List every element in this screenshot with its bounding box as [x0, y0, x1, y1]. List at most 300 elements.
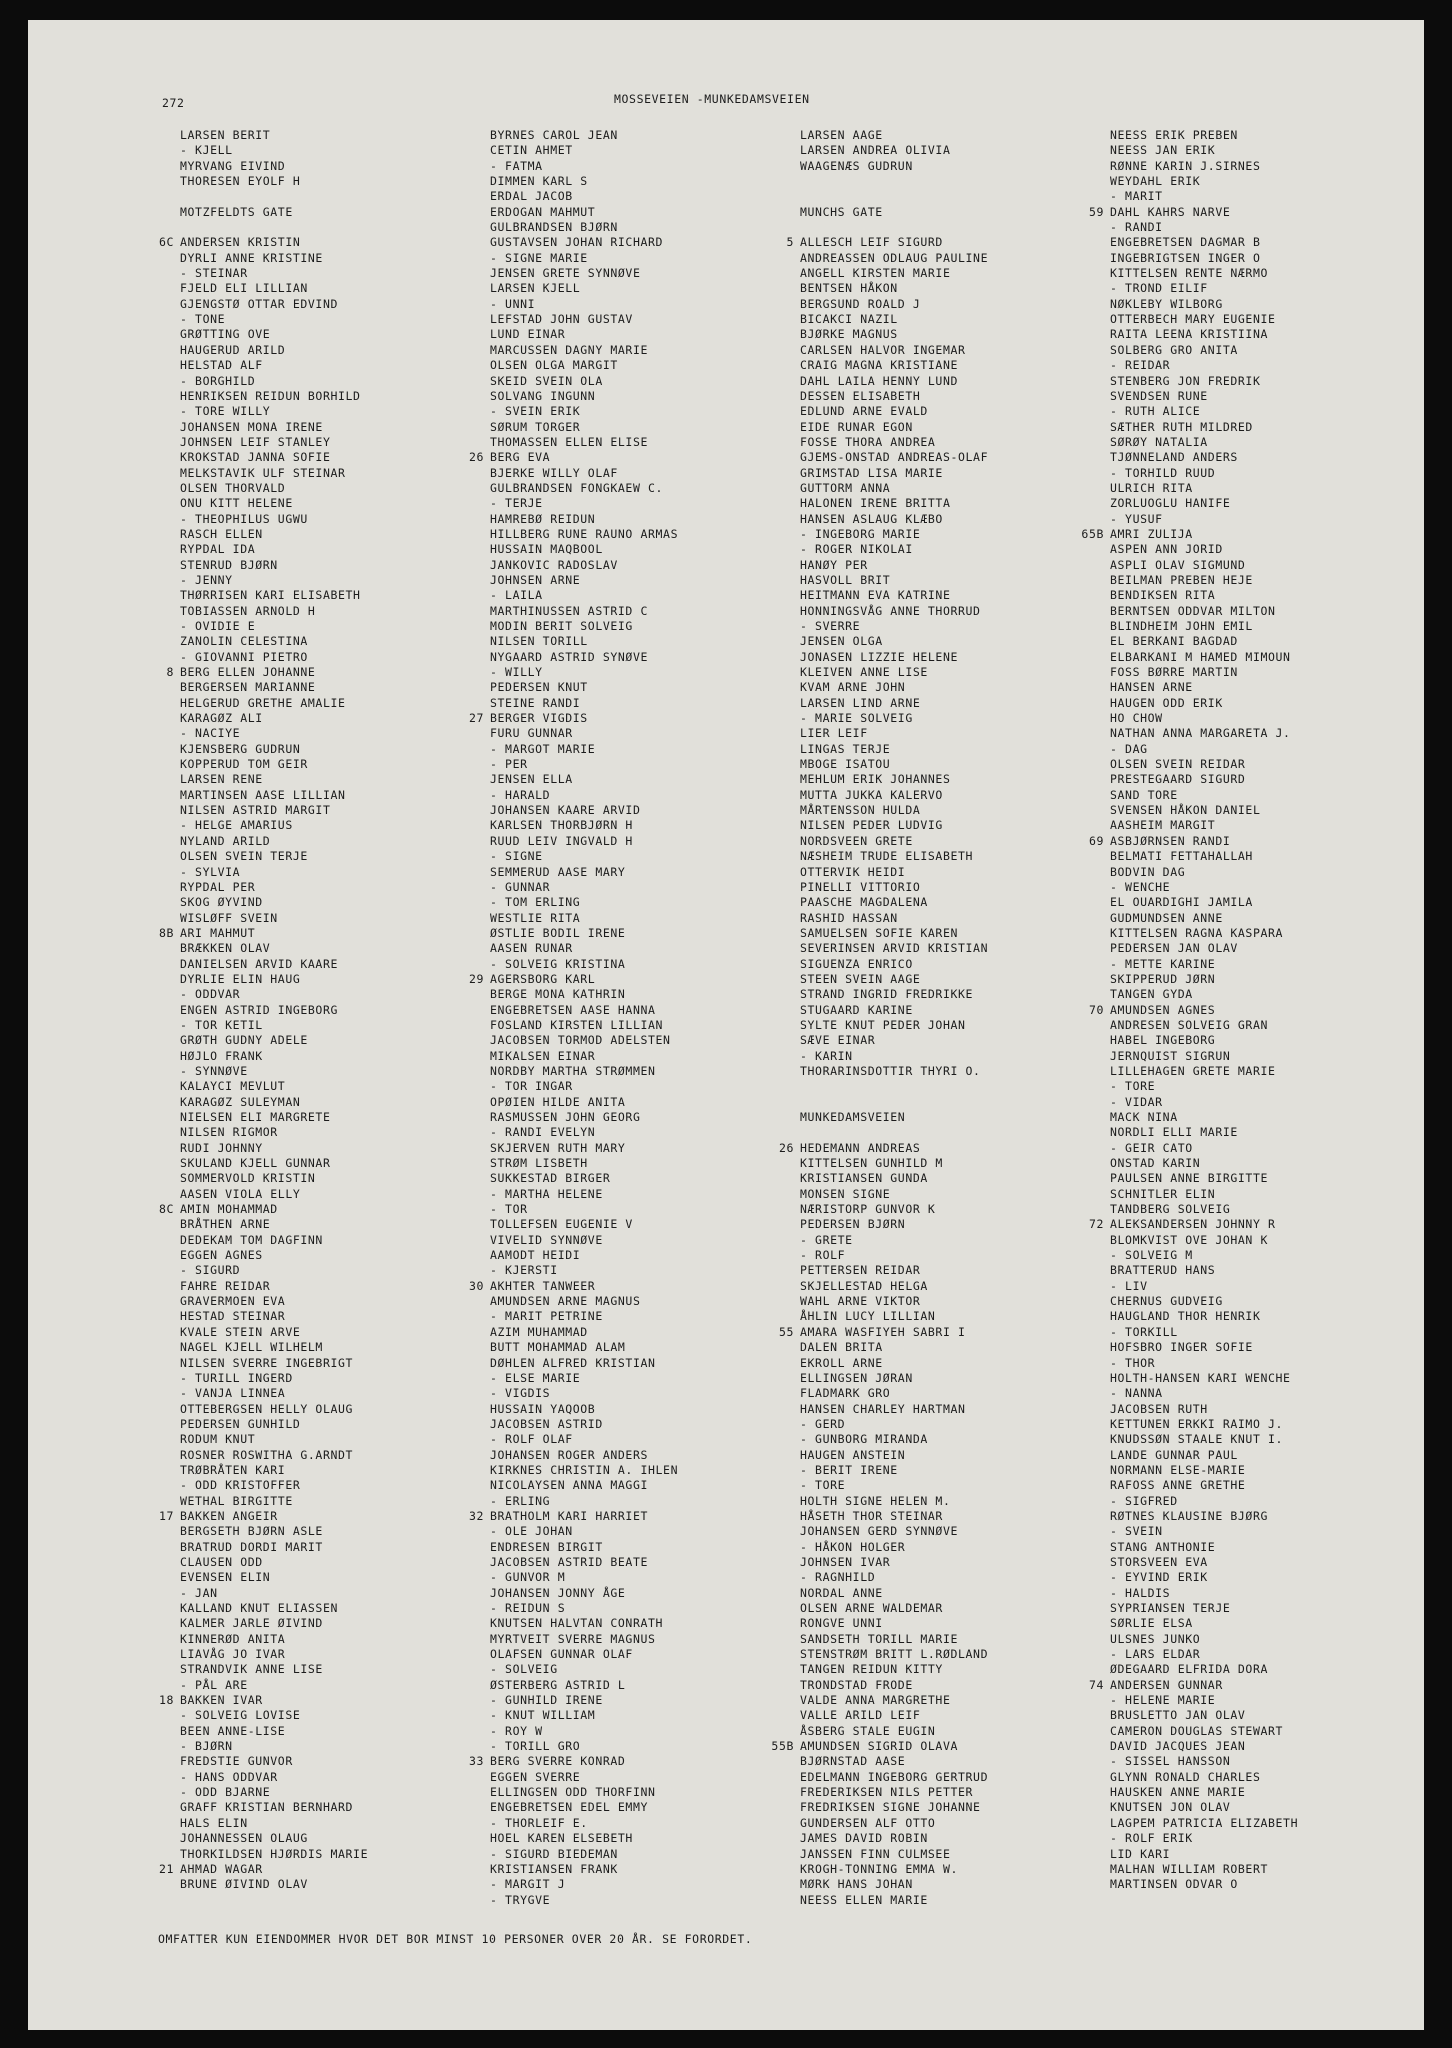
directory-line	[180, 957, 368, 972]
resident-name: - REIDAR	[1110, 358, 1171, 373]
resident-name: PRESTEGAARD SIGURD	[1110, 772, 1246, 787]
directory-line	[180, 312, 368, 327]
directory-line	[1110, 389, 1298, 404]
directory-line	[180, 1309, 368, 1324]
directory-line	[1110, 1110, 1298, 1125]
resident-name: ONU KITT HELENE	[180, 496, 293, 511]
resident-name: NILSEN PEDER LUDVIG	[800, 818, 943, 833]
directory-line	[490, 1540, 678, 1555]
directory-line	[490, 205, 678, 220]
resident-name: ALEKSANDERSEN JOHNNY R	[1110, 1217, 1276, 1232]
resident-name: RUUD LEIV INGVALD H	[490, 833, 633, 848]
directory-line	[800, 834, 988, 849]
resident-name: AMARA WASFIYEH SABRI I	[800, 1324, 966, 1339]
directory-line	[490, 235, 678, 250]
blank-line	[180, 189, 368, 204]
directory-line	[180, 1847, 368, 1862]
resident-name: FJELD ELI LILLIAN	[180, 281, 308, 296]
directory-line	[490, 1432, 678, 1447]
directory-line	[180, 1371, 368, 1386]
resident-name: - RANDI EVELYN	[490, 1125, 596, 1140]
resident-name: - TORE	[1110, 1079, 1156, 1094]
resident-name: KVAM ARNE JOHN	[800, 680, 906, 695]
resident-name: PEDERSEN GUNHILD	[180, 1416, 301, 1431]
resident-name: SOLVANG INGUNN	[490, 388, 596, 403]
resident-name: EDELMANN INGEBORG GERTRUD	[800, 1769, 989, 1784]
resident-name: - KJELL	[180, 143, 233, 158]
directory-line	[180, 1095, 368, 1110]
directory-line	[800, 1263, 988, 1278]
resident-name: ANDRESEN SOLVEIG GRAN	[1110, 1017, 1268, 1032]
resident-name: GULBRANDSEN FONGKAEW C.	[490, 480, 664, 495]
resident-name: AMUNDSEN AGNES	[1110, 1002, 1216, 1017]
directory-line	[1110, 803, 1298, 818]
directory-line	[180, 941, 368, 956]
directory-line	[800, 1233, 988, 1248]
directory-line	[490, 1187, 678, 1202]
directory-line	[800, 1647, 988, 1662]
directory-line	[180, 634, 368, 649]
directory-line	[180, 1279, 368, 1294]
directory-line	[490, 1494, 678, 1509]
resident-name: - UNNI	[490, 296, 536, 311]
directory-line	[1110, 1724, 1298, 1739]
directory-line	[1110, 1647, 1298, 1662]
directory-line	[490, 1156, 678, 1171]
directory-line	[490, 1003, 678, 1018]
resident-name: LIAVÅG JO IVAR	[180, 1647, 286, 1662]
resident-name: WAHL ARNE VIKTOR	[800, 1294, 921, 1309]
resident-name: - ROGER NIKOLAI	[800, 542, 913, 557]
directory-line	[180, 1156, 368, 1171]
resident-name: BELMATI FETTAHALLAH	[1110, 849, 1253, 864]
directory-line	[800, 911, 988, 926]
directory-line	[800, 1156, 988, 1171]
resident-name: - JENNY	[180, 572, 233, 587]
directory-line	[1110, 1662, 1298, 1677]
directory-line	[800, 1524, 988, 1539]
directory-line	[180, 527, 368, 542]
resident-name: RASHID HASSAN	[800, 910, 898, 925]
resident-name: WISLØFF SVEIN	[180, 910, 278, 925]
resident-name: NILSEN ASTRID MARGIT	[180, 803, 331, 818]
resident-name: DAHL KAHRS NARVE	[1110, 204, 1231, 219]
directory-line	[180, 726, 368, 741]
directory-line	[490, 895, 678, 910]
resident-name: TANDBERG SOLVEIG	[1110, 1202, 1231, 1217]
blank-line	[800, 174, 988, 189]
directory-line	[800, 143, 988, 158]
resident-name: BERG SVERRE KONRAD	[490, 1754, 626, 1769]
directory-line	[180, 1233, 368, 1248]
resident-name: EGGEN SVERRE	[490, 1769, 581, 1784]
resident-name: ASPEN ANN JORID	[1110, 542, 1223, 557]
directory-line	[490, 987, 678, 1002]
directory-line	[490, 1693, 678, 1708]
resident-name: HANØY PER	[800, 557, 868, 572]
page-number: 272	[162, 96, 185, 110]
resident-name: DØHLEN ALFRED KRISTIAN	[490, 1355, 656, 1370]
directory-line	[490, 1632, 678, 1647]
resident-name: - SOLVEIG KRISTINA	[490, 956, 626, 971]
resident-name: KALLAND KNUT ELIASSEN	[180, 1601, 338, 1615]
resident-name: JOHANSEN KAARE ARVID	[490, 803, 641, 818]
directory-line	[490, 1095, 678, 1110]
resident-name: KRISTIANSEN GUNDA	[800, 1171, 928, 1186]
directory-line	[490, 297, 678, 312]
house-number: 74	[1088, 1677, 1104, 1692]
directory-line	[1088, 1677, 1298, 1693]
resident-name: RAFOSS ANNE GRETHE	[1110, 1478, 1246, 1493]
directory-line	[490, 251, 678, 266]
blank-line	[800, 189, 988, 204]
directory-line	[800, 711, 988, 726]
directory-line	[490, 1125, 678, 1140]
directory-line	[1110, 435, 1298, 450]
house-number: 21	[158, 1861, 174, 1876]
directory-line	[158, 235, 368, 250]
resident-name: MODIN BERIT SOLVEIG	[490, 619, 633, 633]
resident-name: HAUGEN ODD ERIK	[1110, 695, 1223, 710]
directory-line	[490, 266, 678, 281]
resident-name: HUSSAIN MAQBOOL	[490, 542, 603, 557]
directory-line	[180, 1831, 368, 1846]
resident-name: ENGEBRETSEN AASE HANNA	[490, 1002, 656, 1017]
directory-line	[468, 971, 678, 987]
directory-line	[180, 1325, 368, 1340]
directory-line	[1110, 1279, 1298, 1294]
blank-line	[800, 1125, 988, 1140]
resident-name: HAUGEN ANSTEIN	[800, 1447, 906, 1462]
resident-name: ANGELL KIRSTEN MARIE	[800, 266, 951, 281]
resident-name: NEESS ELLEN MARIE	[800, 1892, 928, 1907]
resident-name: OPØIEN HILDE ANITA	[490, 1094, 626, 1109]
directory-line	[800, 128, 988, 143]
resident-name: DALEN BRITA	[800, 1340, 883, 1355]
directory-line	[490, 374, 678, 389]
directory-line	[180, 1187, 368, 1202]
resident-name: ANDERSEN GUNNAR	[1110, 1677, 1223, 1692]
resident-name: CRAIG MAGNA KRISTIANE	[800, 358, 958, 373]
resident-name: BLOMKVIST OVE JOHAN K	[1110, 1232, 1268, 1247]
directory-line	[1110, 1233, 1298, 1248]
resident-name: AMUNDSEN ARNE MAGNUS	[490, 1294, 641, 1309]
directory-line	[490, 803, 678, 818]
directory-line	[490, 588, 678, 603]
resident-name: ASPLI OLAV SIGMUND	[1110, 557, 1246, 572]
resident-name: - HELENE MARIE	[1110, 1693, 1216, 1708]
directory-line	[1110, 1693, 1298, 1708]
directory-line	[180, 972, 368, 987]
directory-line	[1110, 1601, 1298, 1616]
directory-line	[180, 281, 368, 296]
directory-line	[1110, 880, 1298, 895]
directory-line	[490, 957, 678, 972]
house-number: 8C	[158, 1202, 174, 1217]
directory-line	[180, 1171, 368, 1186]
directory-column-4	[1081, 128, 1299, 1893]
directory-line	[1110, 1325, 1298, 1340]
directory-line	[1110, 1171, 1298, 1186]
resident-name: HAMREBØ REIDUN	[490, 511, 596, 526]
directory-line	[180, 327, 368, 342]
directory-line	[490, 650, 678, 665]
resident-name: BICAKCI NAZIL	[800, 312, 898, 327]
resident-name: - PÅL ARE	[180, 1677, 248, 1692]
directory-line	[800, 696, 988, 711]
directory-line	[1110, 1509, 1298, 1524]
house-number: 33	[468, 1754, 484, 1769]
directory-line	[180, 619, 368, 634]
resident-name: LARSEN ANDREA OLIVIA	[800, 143, 951, 158]
resident-name: - TROND EILIF	[1110, 281, 1208, 296]
directory-line	[490, 634, 678, 649]
directory-line	[180, 1402, 368, 1417]
directory-line	[490, 481, 678, 496]
directory-line	[180, 895, 368, 910]
directory-line	[1110, 1877, 1298, 1892]
directory-line	[1110, 1079, 1298, 1094]
directory-column-1	[158, 128, 369, 1893]
resident-name: HO CHOW	[1110, 711, 1163, 726]
resident-name: BERG EVA	[490, 450, 551, 465]
resident-name: INGEBRIGTSEN INGER O	[1110, 250, 1261, 265]
directory-line	[490, 1463, 678, 1478]
house-number: 27	[468, 711, 484, 726]
directory-line	[800, 327, 988, 342]
resident-name: FOSSE THORA ANDREA	[800, 434, 936, 449]
resident-name: - TURILL INGERD	[180, 1370, 293, 1385]
directory-line	[800, 1877, 988, 1892]
directory-line	[1110, 926, 1298, 941]
resident-name: JOHNSEN ARNE	[490, 572, 581, 587]
directory-line	[180, 1524, 368, 1539]
directory-line	[1110, 1524, 1298, 1539]
directory-line	[180, 1601, 368, 1616]
directory-line	[490, 772, 678, 787]
directory-line	[180, 1540, 368, 1555]
resident-name: SOLBERG GRO ANITA	[1110, 342, 1238, 357]
resident-name: NILSEN SVERRE INGEBRIGT	[180, 1355, 354, 1370]
directory-line	[158, 1508, 368, 1524]
directory-line	[490, 1662, 678, 1677]
resident-name: KITTELSEN RAGNA KASPARA	[1110, 925, 1284, 940]
resident-name: DANIELSEN ARVID KAARE	[180, 956, 338, 971]
resident-name: TANGEN GYDA	[1110, 987, 1193, 1002]
resident-name: - GERD	[800, 1416, 846, 1431]
resident-name: - VIDAR	[1110, 1094, 1163, 1109]
resident-name: MOTZFELDTS GATE	[180, 204, 293, 219]
resident-name: - HELGE AMARIUS	[180, 818, 293, 833]
directory-line	[180, 1662, 368, 1677]
directory-line	[800, 1187, 988, 1202]
directory-line	[490, 1785, 678, 1800]
house-number: 8B	[158, 925, 174, 940]
directory-line	[490, 573, 678, 588]
directory-line	[490, 128, 678, 143]
directory-line	[490, 1371, 678, 1386]
directory-line	[800, 389, 988, 404]
directory-line	[800, 987, 988, 1002]
resident-name: HONNINGSVÅG ANNE THORRUD	[800, 603, 981, 618]
resident-name: JOHANSEN ROGER ANDERS	[490, 1447, 648, 1462]
resident-name: JENSEN OLGA	[800, 634, 883, 649]
resident-name: HENRIKSEN REIDUN BORHILD	[180, 388, 361, 403]
directory-line	[1110, 1570, 1298, 1585]
resident-name: HELSTAD ALF	[180, 358, 263, 373]
resident-name: LEFSTAD JOHN GUSTAV	[490, 312, 633, 327]
resident-name: ONSTAD KARIN	[1110, 1156, 1201, 1171]
resident-name: OLSEN SVEIN REIDAR	[1110, 757, 1246, 772]
directory-line	[490, 1570, 678, 1585]
directory-line	[778, 1324, 988, 1340]
directory-line	[180, 650, 368, 665]
resident-name: PEDERSEN KNUT	[490, 680, 588, 695]
directory-line	[1110, 849, 1298, 864]
directory-line	[490, 818, 678, 833]
directory-line	[800, 1202, 988, 1217]
resident-name: - KJERSTI	[490, 1263, 558, 1278]
resident-name: FREDSTIE GUNVOR	[180, 1754, 293, 1769]
resident-name: BERGE MONA KATHRIN	[490, 987, 626, 1002]
resident-name: - REIDUN S	[490, 1601, 566, 1615]
resident-name: - THORLEIF E.	[490, 1815, 588, 1830]
directory-line	[490, 1862, 678, 1877]
resident-name: OLSEN OLGA MARGIT	[490, 358, 618, 373]
resident-name: - SOLVEIG LOVISE	[180, 1708, 301, 1723]
resident-name: NÆSHEIM TRUDE ELISABETH	[800, 849, 974, 864]
directory-line	[180, 757, 368, 772]
footer-note: OMFATTER KUN EIENDOMMER HVOR DET BOR MINST 10 PERSONER OVER 20 ÅR. SE FORORDET.	[158, 1932, 753, 1946]
directory-line	[800, 1340, 988, 1355]
directory-line	[490, 281, 678, 296]
resident-name: - HALDIS	[1110, 1585, 1171, 1600]
resident-name: - RUTH ALICE	[1110, 404, 1201, 419]
directory-line	[490, 1524, 678, 1539]
directory-line	[180, 558, 368, 573]
resident-name: ENGEN ASTRID INGEBORG	[180, 1002, 338, 1017]
directory-line	[180, 1432, 368, 1447]
resident-name: SØRØY NATALIA	[1110, 434, 1208, 449]
directory-line	[1110, 987, 1298, 1002]
directory-line	[800, 788, 988, 803]
resident-name: - WENCHE	[1110, 879, 1171, 894]
resident-name: TRØBRÅTEN KARI	[180, 1462, 286, 1477]
resident-name: DYRLI ANNE KRISTINE	[180, 250, 323, 265]
resident-name: NIELSEN ELI MARGRETE	[180, 1110, 331, 1124]
resident-name: EL OUARDIGHI JAMILA	[1110, 895, 1253, 910]
resident-name: MÅRTENSSON HULDA	[800, 803, 921, 818]
directory-line	[180, 466, 368, 481]
resident-name: BAKKEN IVAR	[180, 1693, 263, 1708]
directory-line	[490, 1831, 678, 1846]
resident-name: MARTINSEN ODVAR O	[1110, 1877, 1238, 1892]
resident-name: - GUNNAR	[490, 879, 551, 894]
directory-line	[490, 1217, 678, 1232]
resident-name: KALMER JARLE ØIVIND	[180, 1616, 323, 1631]
directory-line	[800, 1356, 988, 1371]
directory-line	[490, 1141, 678, 1156]
directory-line	[1110, 1187, 1298, 1202]
resident-name: - SYLVIA	[180, 864, 241, 879]
resident-name: BERG ELLEN JOHANNE	[180, 665, 316, 680]
directory-line	[1110, 496, 1298, 511]
directory-line	[490, 1356, 678, 1371]
resident-name: - LARS ELDAR	[1110, 1647, 1201, 1662]
resident-name: MUNKEDAMSVEIEN	[800, 1110, 906, 1124]
directory-line	[180, 1463, 368, 1478]
resident-name: - NACIYE	[180, 726, 241, 741]
resident-name: TANGEN REIDUN KITTY	[800, 1662, 943, 1677]
directory-line	[1110, 251, 1298, 266]
directory-line	[800, 1432, 988, 1447]
directory-line	[490, 1340, 678, 1355]
resident-name: - SYNNØVE	[180, 1063, 248, 1078]
directory-line	[1110, 450, 1298, 465]
directory-line	[180, 1125, 368, 1140]
directory-line	[490, 1386, 678, 1401]
directory-line	[1110, 941, 1298, 956]
directory-line	[800, 205, 988, 220]
resident-name: JENSEN ELLA	[490, 772, 573, 787]
resident-name: - SOLVEIG M	[1110, 1248, 1193, 1263]
directory-line	[490, 542, 678, 557]
resident-name: HANSEN CHARLEY HARTMAN	[800, 1401, 966, 1416]
directory-line	[1110, 1739, 1298, 1754]
resident-name: - ROLF OLAF	[490, 1432, 573, 1447]
resident-name: HOLTH SIGNE HELEN M.	[800, 1493, 951, 1508]
directory-line	[180, 159, 368, 174]
directory-line	[490, 1678, 678, 1693]
resident-name: ANDERSEN KRISTIN	[180, 235, 301, 250]
resident-name: PINELLI VITTORIO	[800, 879, 921, 894]
directory-line	[490, 880, 678, 895]
directory-line	[490, 665, 678, 680]
directory-line	[1110, 1555, 1298, 1570]
resident-name: KRISTIANSEN FRANK	[490, 1861, 618, 1876]
resident-name: - TRYGVE	[490, 1892, 551, 1907]
resident-name: PAULSEN ANNE BIRGITTE	[1110, 1171, 1268, 1186]
directory-line	[180, 404, 368, 419]
resident-name: AASHEIM MARGIT	[1110, 818, 1216, 833]
resident-name: KOPPERUD TOM GEIR	[180, 757, 308, 772]
directory-line	[1110, 1294, 1298, 1309]
resident-name: ASBJØRNSEN RANDI	[1110, 833, 1231, 848]
resident-name: JACOBSEN RUTH	[1110, 1401, 1208, 1416]
directory-line	[180, 1770, 368, 1785]
directory-line	[180, 1754, 368, 1769]
resident-name: MUTTA JUKKA KALERVO	[800, 787, 943, 802]
directory-line	[180, 1678, 368, 1693]
directory-line	[800, 251, 988, 266]
resident-name: HESTAD STEINAR	[180, 1309, 286, 1324]
directory-line	[180, 1877, 368, 1892]
directory-line	[180, 803, 368, 818]
resident-name: - MARGIT J	[490, 1877, 566, 1892]
resident-name: HOFSBRO INGER SOFIE	[1110, 1340, 1253, 1355]
directory-line	[1110, 726, 1298, 741]
resident-name: MARTHINUSSEN ASTRID C	[490, 603, 648, 618]
directory-line	[490, 1448, 678, 1463]
directory-line	[1110, 420, 1298, 435]
directory-line	[180, 588, 368, 603]
resident-name: BODVIN DAG	[1110, 864, 1186, 879]
directory-line	[180, 772, 368, 787]
directory-line	[490, 527, 678, 542]
resident-name: - ROY W	[490, 1723, 543, 1738]
resident-name: WETHAL BIRGITTE	[180, 1493, 293, 1508]
resident-name: STENSTRØM BRITT L.RØDLAND	[800, 1647, 989, 1662]
